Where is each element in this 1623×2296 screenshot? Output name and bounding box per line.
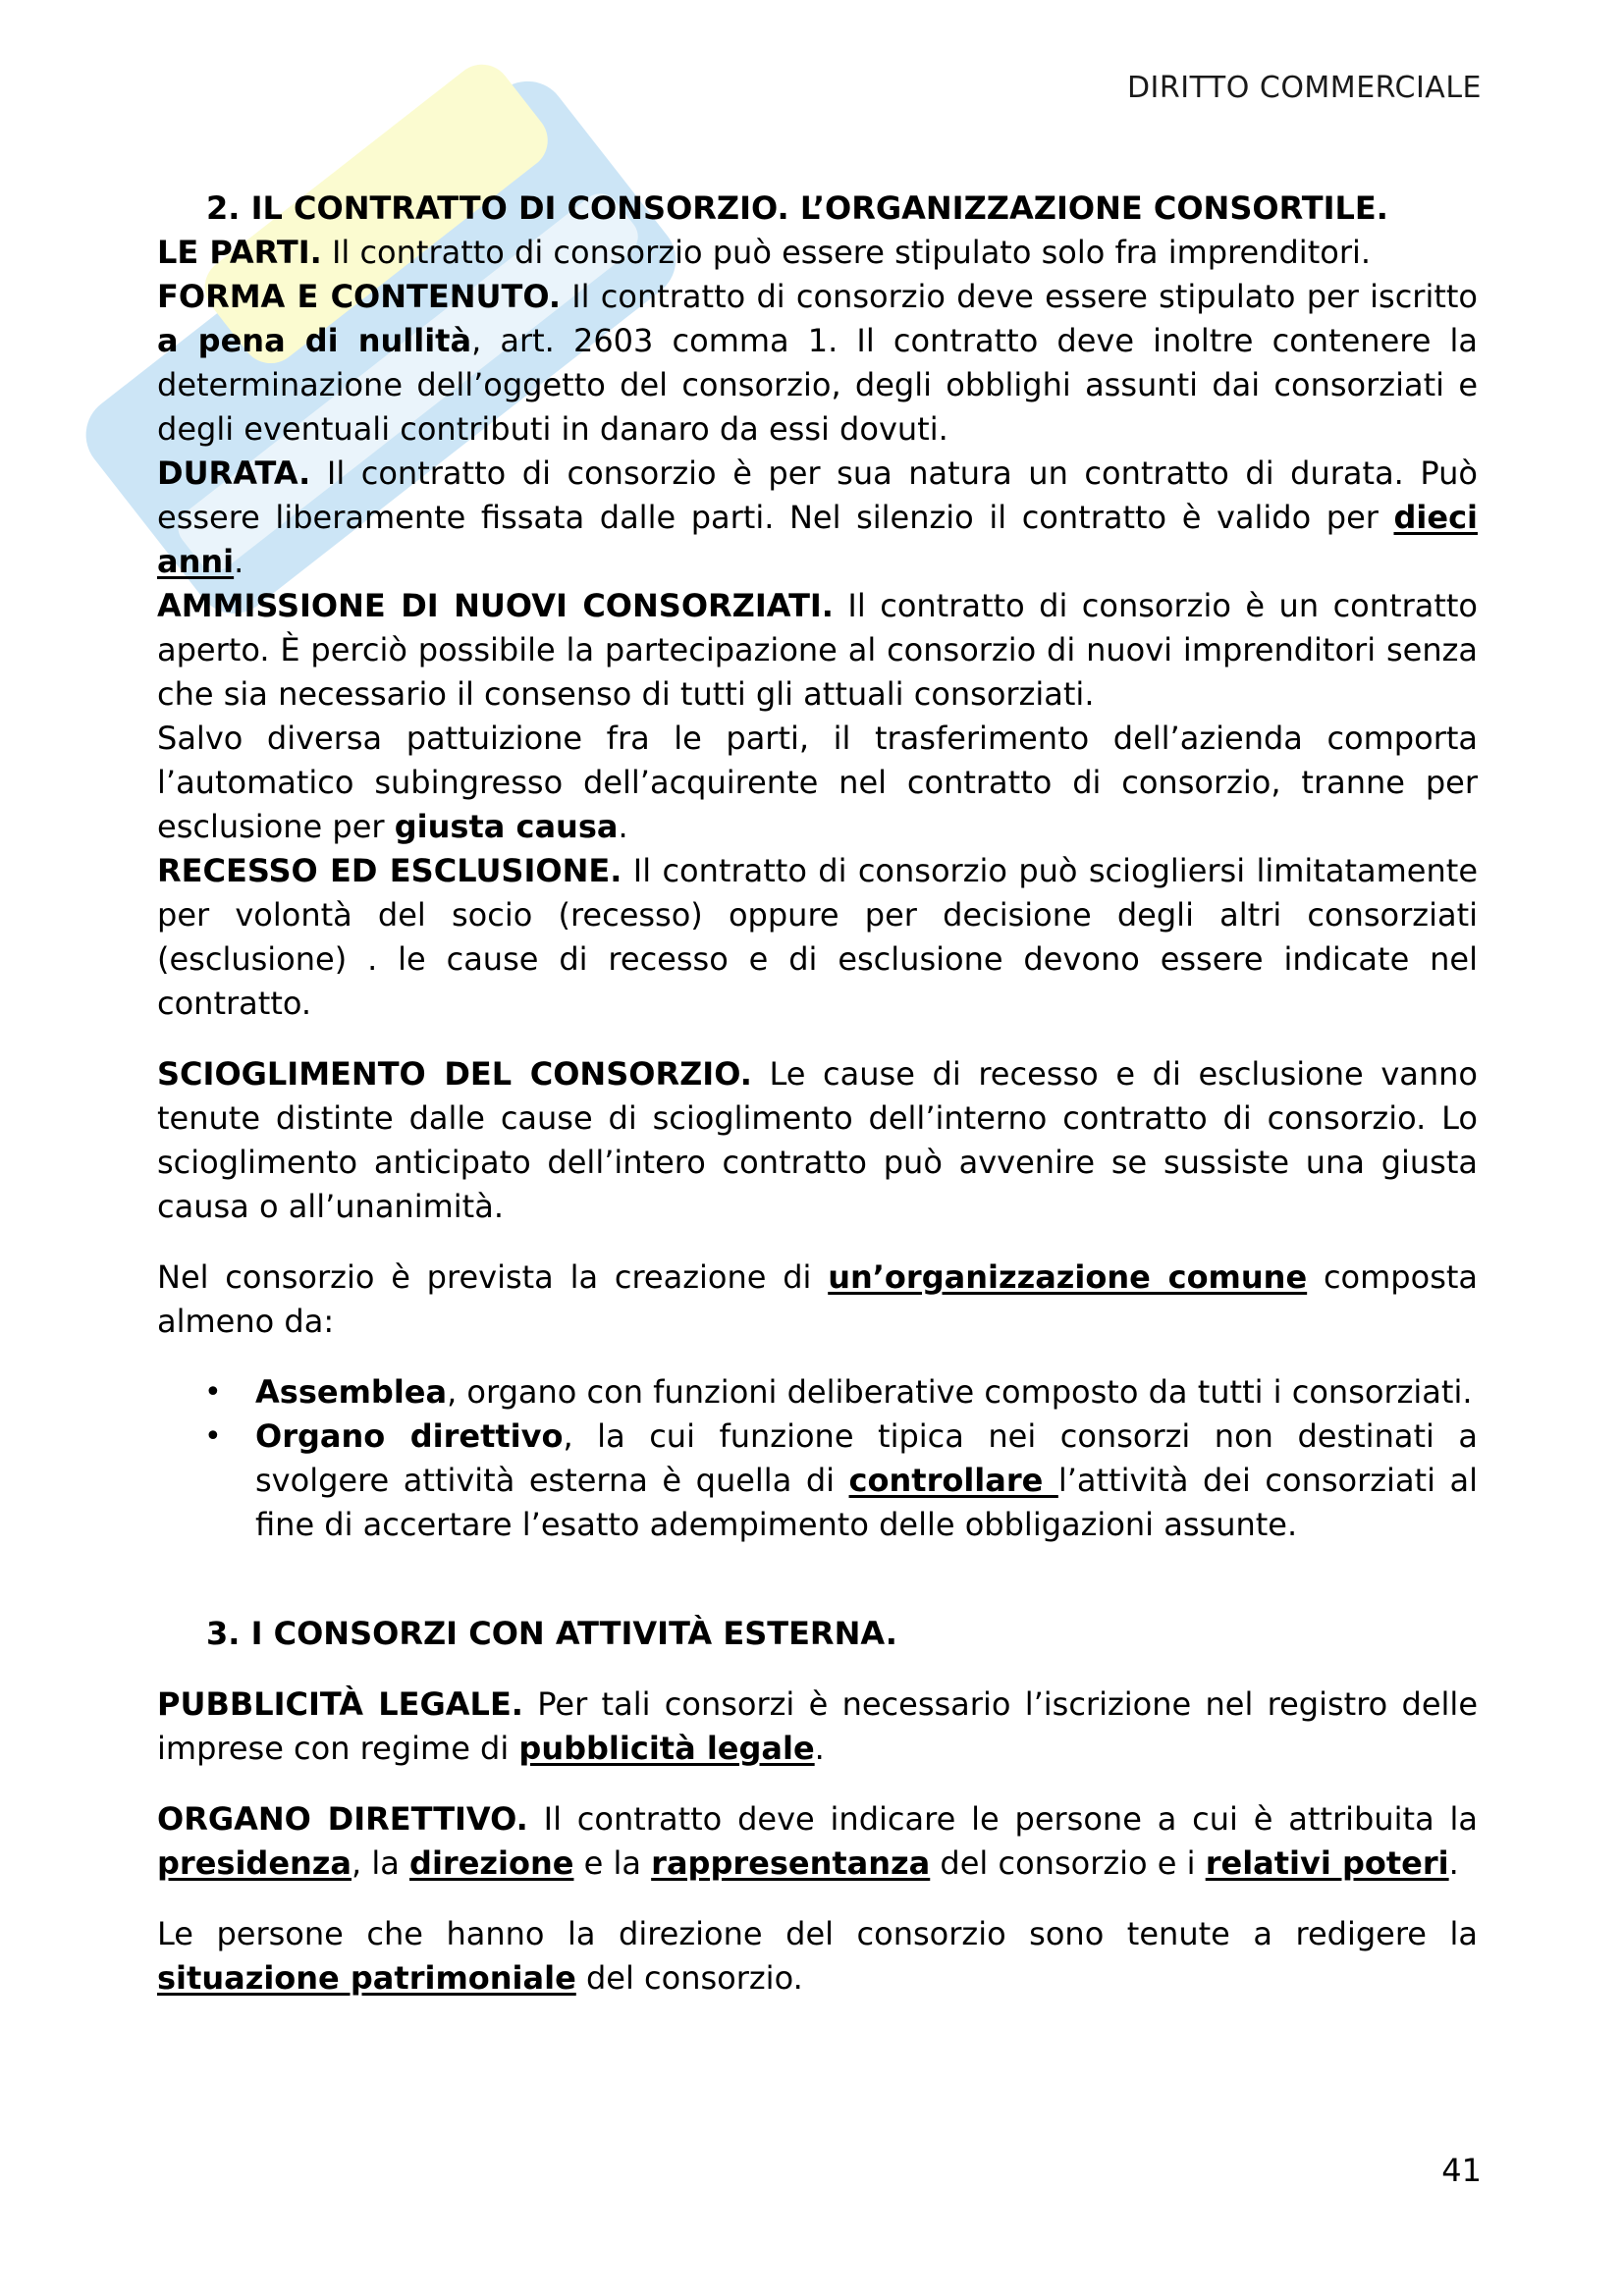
emphasis-relativi-poteri: relativi poteri [1205, 1844, 1449, 1882]
label-forma: FORMA E CONTENUTO. [157, 278, 561, 315]
paragraph-scioglimento: SCIOGLIMENTO DEL CONSORZIO. Le cause di recesso e di esclusione vanno tenute distinte dalle cause di scioglimento dell’interno contratto di consorzio. Lo scioglimento anticipato dell’intero contratto può avvenire se sussiste una giusta causa o all’unanimità. [157, 1055, 1478, 1225]
paragraph-forma: FORMA E CONTENUTO. Il contratto di consorzio deve essere stipulato per iscritto a pena di nullità, art. 2603 comma 1. Il contratto deve inoltre contenere la determinazione dell’oggetto del consorzio, degli obblighi assunti dai consorziati e degli eventuali contributi in danaro da essi dovuti. [157, 278, 1479, 448]
list-item-organo-direttivo: • Organo direttivo, la cui funzione tipica nei consorzi non destinati a svolgere attività esterna è quella di controllare l’attività dei consorziati al fine di accertare l’esatto adempimento delle obbligazioni assunte. [157, 1415, 1478, 1547]
document-body [157, 187, 1478, 2001]
emphasis-situazione-patrimoniale: situazione patrimoniale [157, 1959, 576, 1997]
label-scioglimento: SCIOGLIMENTO DEL CONSORZIO. [157, 1055, 752, 1093]
page-number: 41 [1441, 2152, 1482, 2189]
emphasis-presidenza: presidenza [157, 1844, 352, 1882]
emphasis-giusta-causa: giusta causa [394, 808, 619, 845]
emphasis-controllare: controllare [848, 1462, 1058, 1499]
label-durata: DURATA. [157, 454, 311, 492]
section-3-heading: 3. I CONSORZI CON ATTIVITÀ ESTERNA. [206, 1615, 897, 1652]
paragraph-organizzazione: Nel consorzio è prevista la creazione di un’organizzazione comune composta almeno da: [157, 1258, 1479, 1340]
list-item-assemblea: • Assemblea, organo con funzioni deliberative composto da tutti i consorziati. [157, 1370, 1478, 1415]
section-2-heading: 2. IL CONTRATTO DI CONSORZIO. L’ORGANIZZAZIONE CONSORTILE. [206, 189, 1388, 227]
label-parti: LE PARTI. [157, 234, 322, 271]
paragraph-parti: LE PARTI. Il contratto di consorzio può essere stipulato solo fra imprenditori. [157, 234, 1372, 271]
emphasis-nullita: a pena di nullità [157, 322, 472, 359]
emphasis-rappresentanza: rappresentanza [651, 1844, 931, 1882]
label-organo-direttivo: ORGANO DIRETTIVO. [157, 1800, 528, 1838]
running-header: DIRITTO COMMERCIALE [1126, 71, 1482, 105]
paragraph-persone: Le persone che hanno la direzione del consorzio sono tenute a redigere la situazione patrimoniale del consorzio. [157, 1915, 1478, 1997]
paragraph-ammissione: AMMISSIONE DI NUOVI CONSORZIATI. Il contratto di consorzio è un contratto aperto. È perciò possibile la partecipazione al consorzio di nuovi imprenditori senza che sia necessario il consenso di tutti gli attuali consorziati. [157, 587, 1479, 713]
emphasis-dieci-anni: dieci anni [157, 499, 1478, 580]
paragraph-recesso: RECESSO ED ESCLUSIONE. Il contratto di consorzio può sciogliersi limitatamente per volontà del socio (recesso) oppure per decisione degli altri consorziati (esclusione) . le cause di recesso e di esclusione devono essere indicate nel contratto. [157, 852, 1479, 1022]
emphasis-direzione: direzione [409, 1844, 574, 1882]
paragraph-salvo: Salvo diversa pattuizione fra le parti, il trasferimento dell’azienda comporta l’automatico subingresso dell’acquirente nel contratto di consorzio, tranne per esclusione per giusta causa. [157, 720, 1478, 845]
emphasis-pubblicita-legale: pubblicità legale [518, 1730, 815, 1767]
label-ammissione: AMMISSIONE DI NUOVI CONSORZIATI. [157, 587, 834, 624]
emphasis-organizzazione-comune: un’organizzazione comune [828, 1258, 1308, 1296]
paragraph-organo-direttivo: ORGANO DIRETTIVO. Il contratto deve indicare le persone a cui è attribuita la presidenza, la direzione e la rappresentanza del consorzio e i relativi poteri. [157, 1800, 1479, 1882]
paragraph-durata: DURATA. Il contratto di consorzio è per sua natura un contratto di durata. Può essere liberamente fissata dalle parti. Nel silenzio il contratto è valido per dieci anni. [157, 454, 1478, 580]
label-pubblicita: PUBBLICITÀ LEGALE. [157, 1685, 523, 1723]
organs-list [157, 1370, 1478, 1547]
paragraph-pubblicita: PUBBLICITÀ LEGALE. Per tali consorzi è necessario l’iscrizione nel registro delle imprese con regime di pubblicità legale. [157, 1685, 1479, 1767]
label-recesso: RECESSO ED ESCLUSIONE. [157, 852, 622, 889]
